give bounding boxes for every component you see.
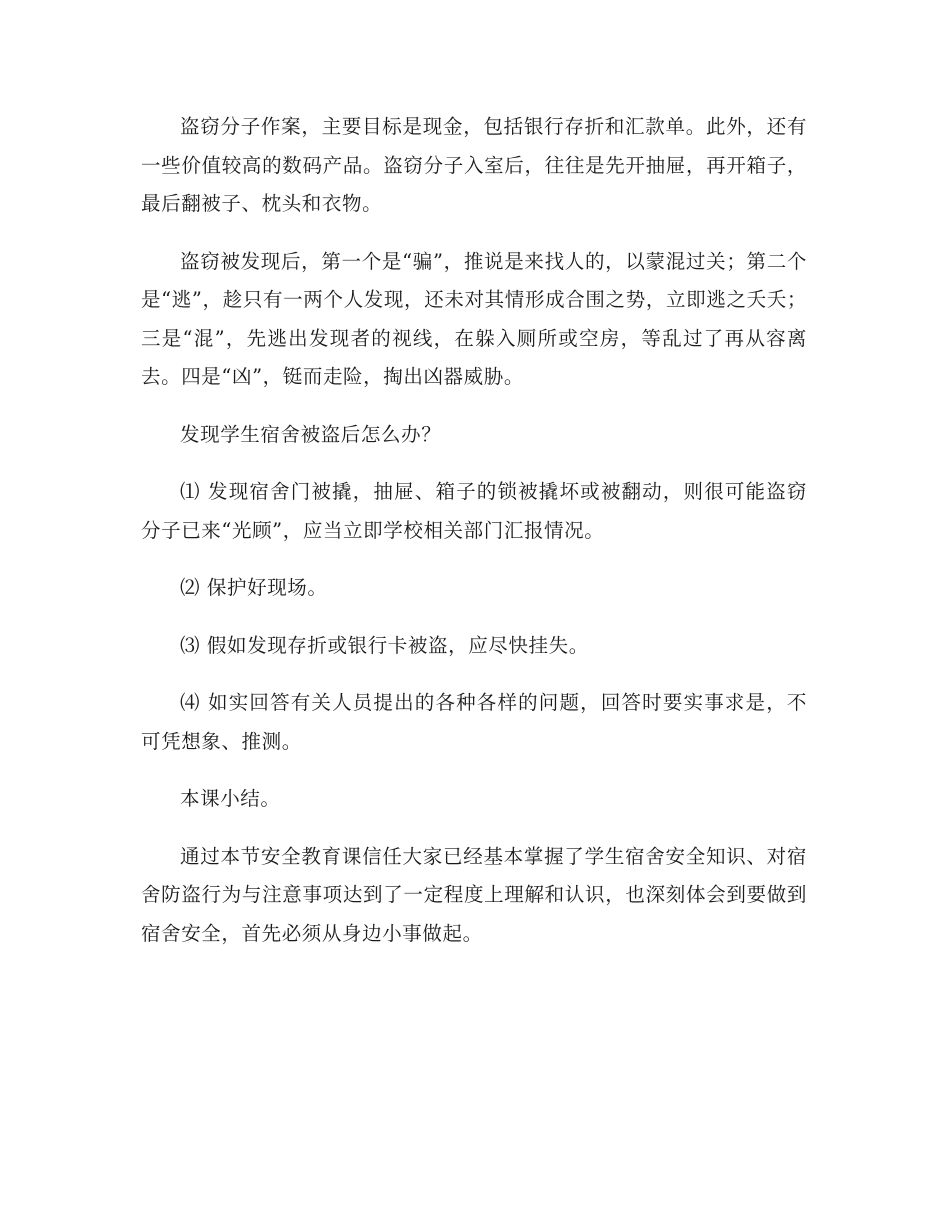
- paragraph-step-4: ⑷ 如实回答有关人员提出的各种各样的问题，回答时要实事求是，不可凭想象、推测。: [141, 691, 807, 753]
- paragraph-summary: 通过本节安全教育课信任大家已经基本掌握了学生宿舍安全知识、对宿舍防盗行为与注意事项达到了一定程度上理解和认识，也深刻体会到要做到宿舍安全，首先必须从身边小事做起。: [141, 844, 807, 945]
- paragraph-summary-heading: 本课小结。: [180, 787, 281, 810]
- document-body: [141, 108, 807, 972]
- paragraph-step-3: ⑶ 假如发现存折或银行卡被盗，应尽快挂失。: [180, 633, 589, 657]
- paragraph-step-2: ⑵ 保护好现场。: [180, 576, 328, 599]
- paragraph-theft-targets: 盗窃分子作案，主要目标是现金，包括银行存折和汇款单。此外，还有一些价值较高的数码产品。盗窃分子入室后，往往是先开抽屉，再开箱子，最后翻被子、枕头和衣物。: [141, 115, 807, 215]
- paragraph-step-1: ⑴ 发现宿舍门被撬，抽屉、箱子的锁被撬坏或被翻动，则很可能盗窃分子已来“光顾”，应当立即学校相关部门汇报情况。: [141, 480, 807, 542]
- paragraph-question: 发现学生宿舍被盗后怎么办？: [180, 422, 442, 446]
- paragraph-thief-tactics: 盗窃被发现后，第一个是“骗”，推说是来找人的，以蒙混过关；第二个是“逃”，趁只有一两个人发现，还未对其情形成合围之势，立即逃之夭夭；三是“混”，先逃出发现者的视线，在躲入厕所或空房，等乱过了再从容离去。四是“凶”，铤而走险，掏出凶器威胁。: [141, 249, 807, 388]
